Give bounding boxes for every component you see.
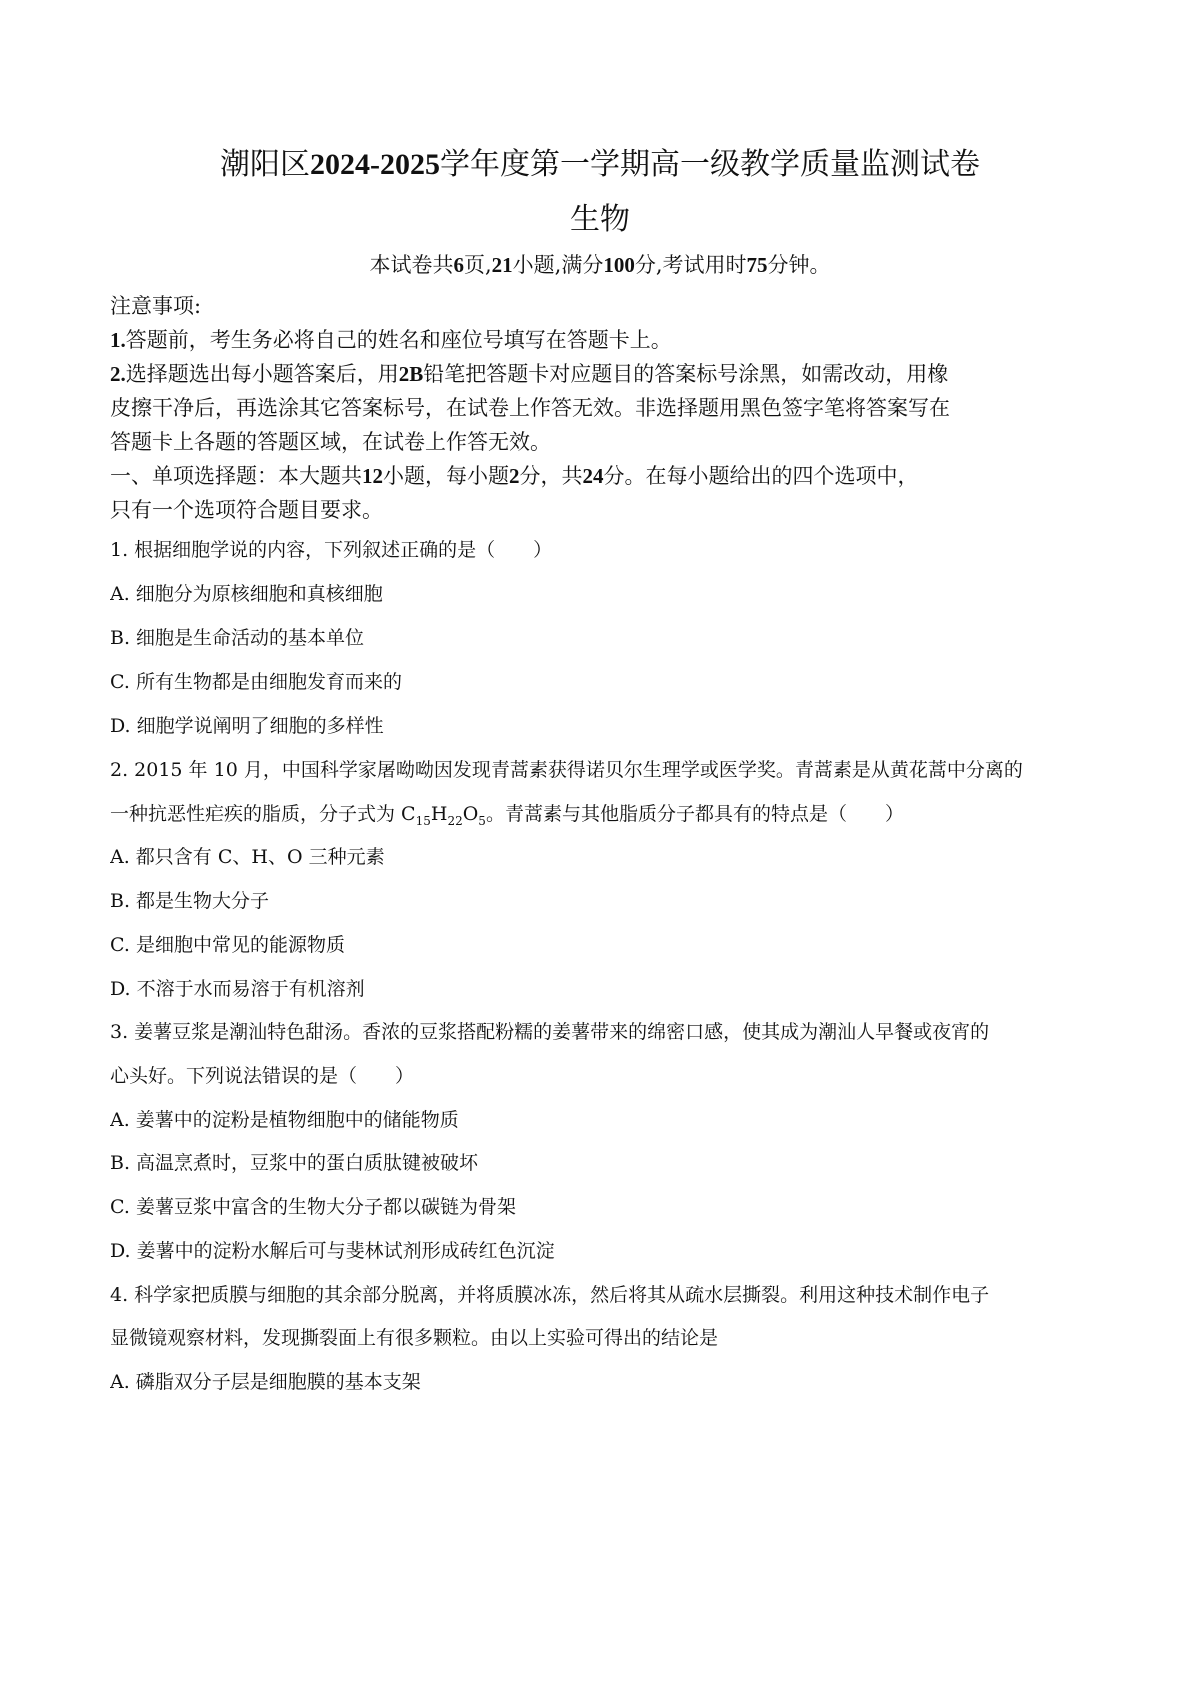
section-heading-line-2: 只有一个选项符合题目要求。 <box>110 498 383 522</box>
exam-info: 本试卷共6页,21小题,满分100分,考试用时75分钟。 <box>369 253 831 277</box>
question-3-option-d: D. 姜薯中的淀粉水解后可与斐林试剂形成砖红色沉淀 <box>110 1240 555 1262</box>
question-4-stem-line-1: 4. 科学家把质膜与细胞的其余部分脱离，并将质膜冰冻，然后将其从疏水层撕裂。利用这种技术制作电子 <box>110 1284 990 1306</box>
question-3-option-c: C. 姜薯豆浆中富含的生物大分子都以碳链为骨架 <box>110 1196 516 1218</box>
question-2-option-a: A. 都只含有 C、H、O 三种元素 <box>110 846 385 868</box>
note-2-line-1: 2.选择题选出每小题答案后，用2B铅笔把答题卡对应题目的答案标号涂黑，如需改动，用橡 <box>110 362 949 386</box>
note-1: 1.答题前，考生务必将自己的姓名和座位号填写在答题卡上。 <box>110 328 672 352</box>
question-2-option-c: C. 是细胞中常见的能源物质 <box>110 934 345 956</box>
subject-title: 生物 <box>570 202 630 237</box>
question-2-stem-line-2: 一种抗恶性疟疾的脂质，分子式为 $C_{15}H_{22}O_5$。青蒿素与其他脂质分子都具有的特点是（ ） <box>110 803 904 828</box>
question-2-stem-line-1: 2. 2015 年 10 月，中国科学家屠呦呦因发现青蒿素获得诺贝尔生理学或医学奖。青蒿素是从黄花蒿中分离的 <box>110 759 1023 781</box>
question-1-option-a: A. 细胞分为原核细胞和真核细胞 <box>110 583 383 605</box>
note-2-line-2: 皮擦干净后，再选涂其它答案标号，在试卷上作答无效。非选择题用黑色签字笔将答案写在 <box>110 396 950 420</box>
question-3-option-b: B. 高温烹煮时，豆浆中的蛋白质肽键被破坏 <box>110 1152 479 1174</box>
question-1-option-c: C. 所有生物都是由细胞发育而来的 <box>110 671 402 693</box>
question-1-option-b: B. 细胞是生命活动的基本单位 <box>110 627 365 649</box>
notes-heading: 注意事项: <box>110 294 202 318</box>
section-heading: 一、单项选择题：本大题共12小题，每小题2分，共24分。在每小题给出的四个选项中， <box>110 464 919 488</box>
question-1-option-d: D. 细胞学说阐明了细胞的多样性 <box>110 715 384 737</box>
question-2-option-b: B. 都是生物大分子 <box>110 890 270 912</box>
question-3-option-a: A. 姜薯中的淀粉是植物细胞中的储能物质 <box>110 1109 459 1131</box>
exam-title <box>0 145 1200 185</box>
question-2-option-d: D. 不溶于水而易溶于有机溶剂 <box>110 978 365 1000</box>
question-1-stem: 1. 根据细胞学说的内容，下列叙述正确的是（ ） <box>110 539 553 561</box>
note-2-line-3: 答题卡上各题的答题区域，在试卷上作答无效。 <box>110 430 551 454</box>
question-4-option-a: A. 磷脂双分子层是细胞膜的基本支架 <box>110 1371 421 1393</box>
title-suffix: 学年度第一学期高一级教学质量监测试卷 <box>440 147 980 182</box>
question-4-stem-line-2: 显微镜观察材料，发现撕裂面上有很多颗粒。由以上实验可得出的结论是 <box>110 1327 719 1349</box>
question-3-stem-line-1: 3. 姜薯豆浆是潮汕特色甜汤。香浓的豆浆搭配粉糯的姜薯带来的绵密口感，使其成为潮汕人早餐或夜宵的 <box>110 1021 990 1043</box>
title-years: 2024-2025 <box>310 148 440 181</box>
title-prefix: 潮阳区 <box>220 147 310 182</box>
question-3-stem-line-2: 心头好。下列说法错误的是（ ） <box>110 1065 415 1087</box>
